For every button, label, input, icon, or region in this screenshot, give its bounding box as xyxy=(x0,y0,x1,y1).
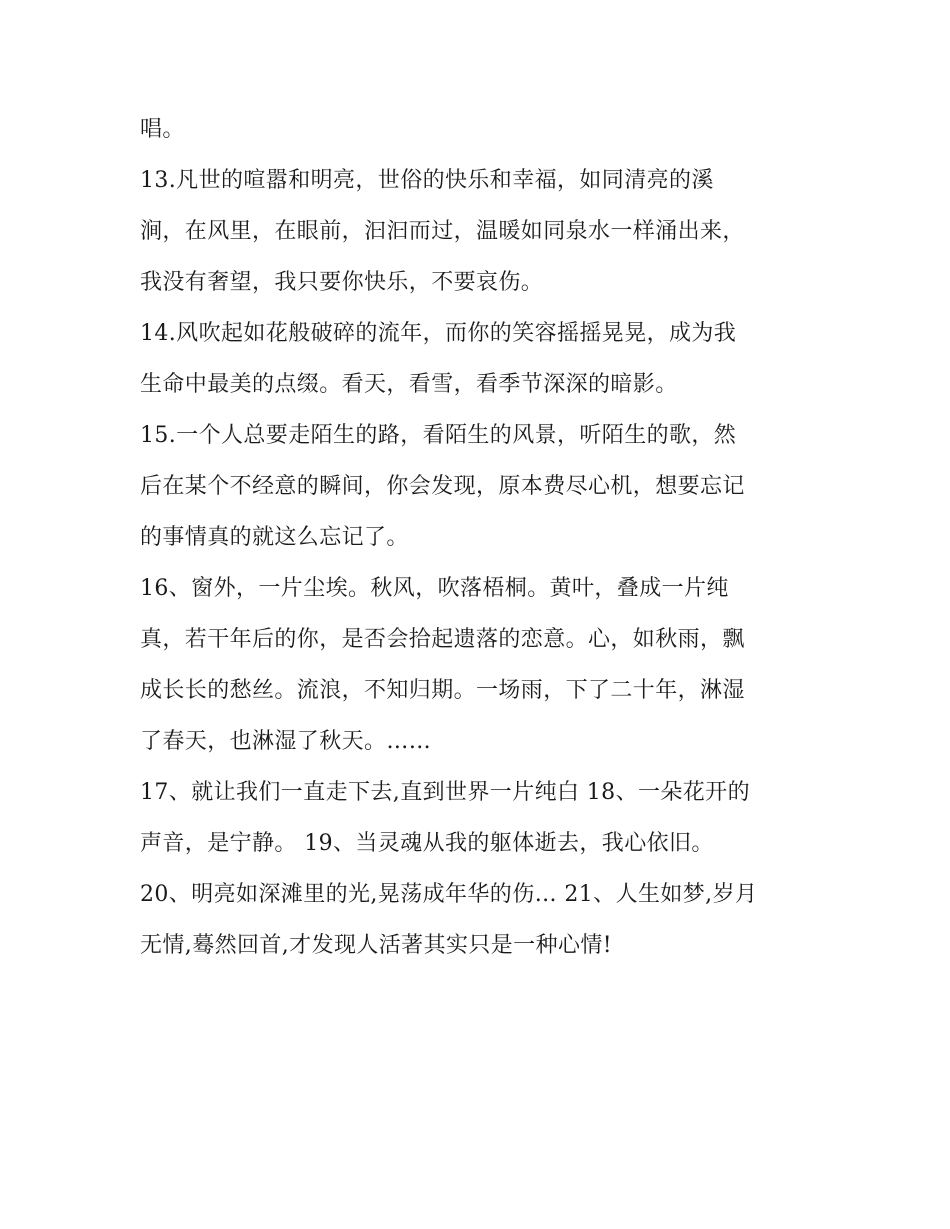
text-line: 的事情真的就这么忘记了。 xyxy=(140,525,409,550)
text-line: 涧，在风里，在眼前，汩汩而过，温暖如同泉水一样涌出来， xyxy=(140,219,745,244)
text-line: 成长长的愁丝。流浪，不知归期。一场雨，下了二十年，淋湿 xyxy=(140,678,745,703)
text-line: 了春天，也淋湿了秋天。…… xyxy=(140,729,432,754)
text-line: 真，若干年后的你，是否会拾起遗落的恋意。心，如秋雨，飘 xyxy=(140,627,745,652)
text-line: 13.凡世的喧嚣和明亮，世俗的快乐和幸福，如同清亮的溪 xyxy=(140,168,714,193)
text-line: 无情,蓦然回首,才发现人活著其实只是一种心情! xyxy=(140,933,613,958)
text-line: 20、明亮如深滩里的光,晃荡成年华的伤… 21、人生如梦,岁月 xyxy=(140,882,758,907)
text-line: 15.一个人总要走陌生的路，看陌生的风景，听陌生的歌，然 xyxy=(140,423,737,448)
text-line: 后在某个不经意的瞬间，你会发现，原本费尽心机，想要忘记 xyxy=(140,474,745,499)
text-line: 声音，是宁静。 19、当灵魂从我的躯体逝去，我心依旧。 xyxy=(140,831,714,856)
text-line: 唱。 xyxy=(140,117,185,142)
text-line: 16、窗外，一片尘埃。秋风，吹落梧桐。黄叶，叠成一片纯 xyxy=(140,576,729,601)
text-line: 17、就让我们一直走下去,直到世界一片纯白 18、一朵花开的 xyxy=(140,780,750,805)
text-line: 我没有奢望，我只要你快乐，不要哀伤。 xyxy=(140,270,544,295)
text-line: 生命中最美的点缀。看天，看雪，看季节深深的暗影。 xyxy=(140,372,678,397)
text-line: 14.风吹起如花般破碎的流年，而你的笑容摇摇晃晃，成为我 xyxy=(140,321,737,346)
body-text xyxy=(140,104,820,971)
